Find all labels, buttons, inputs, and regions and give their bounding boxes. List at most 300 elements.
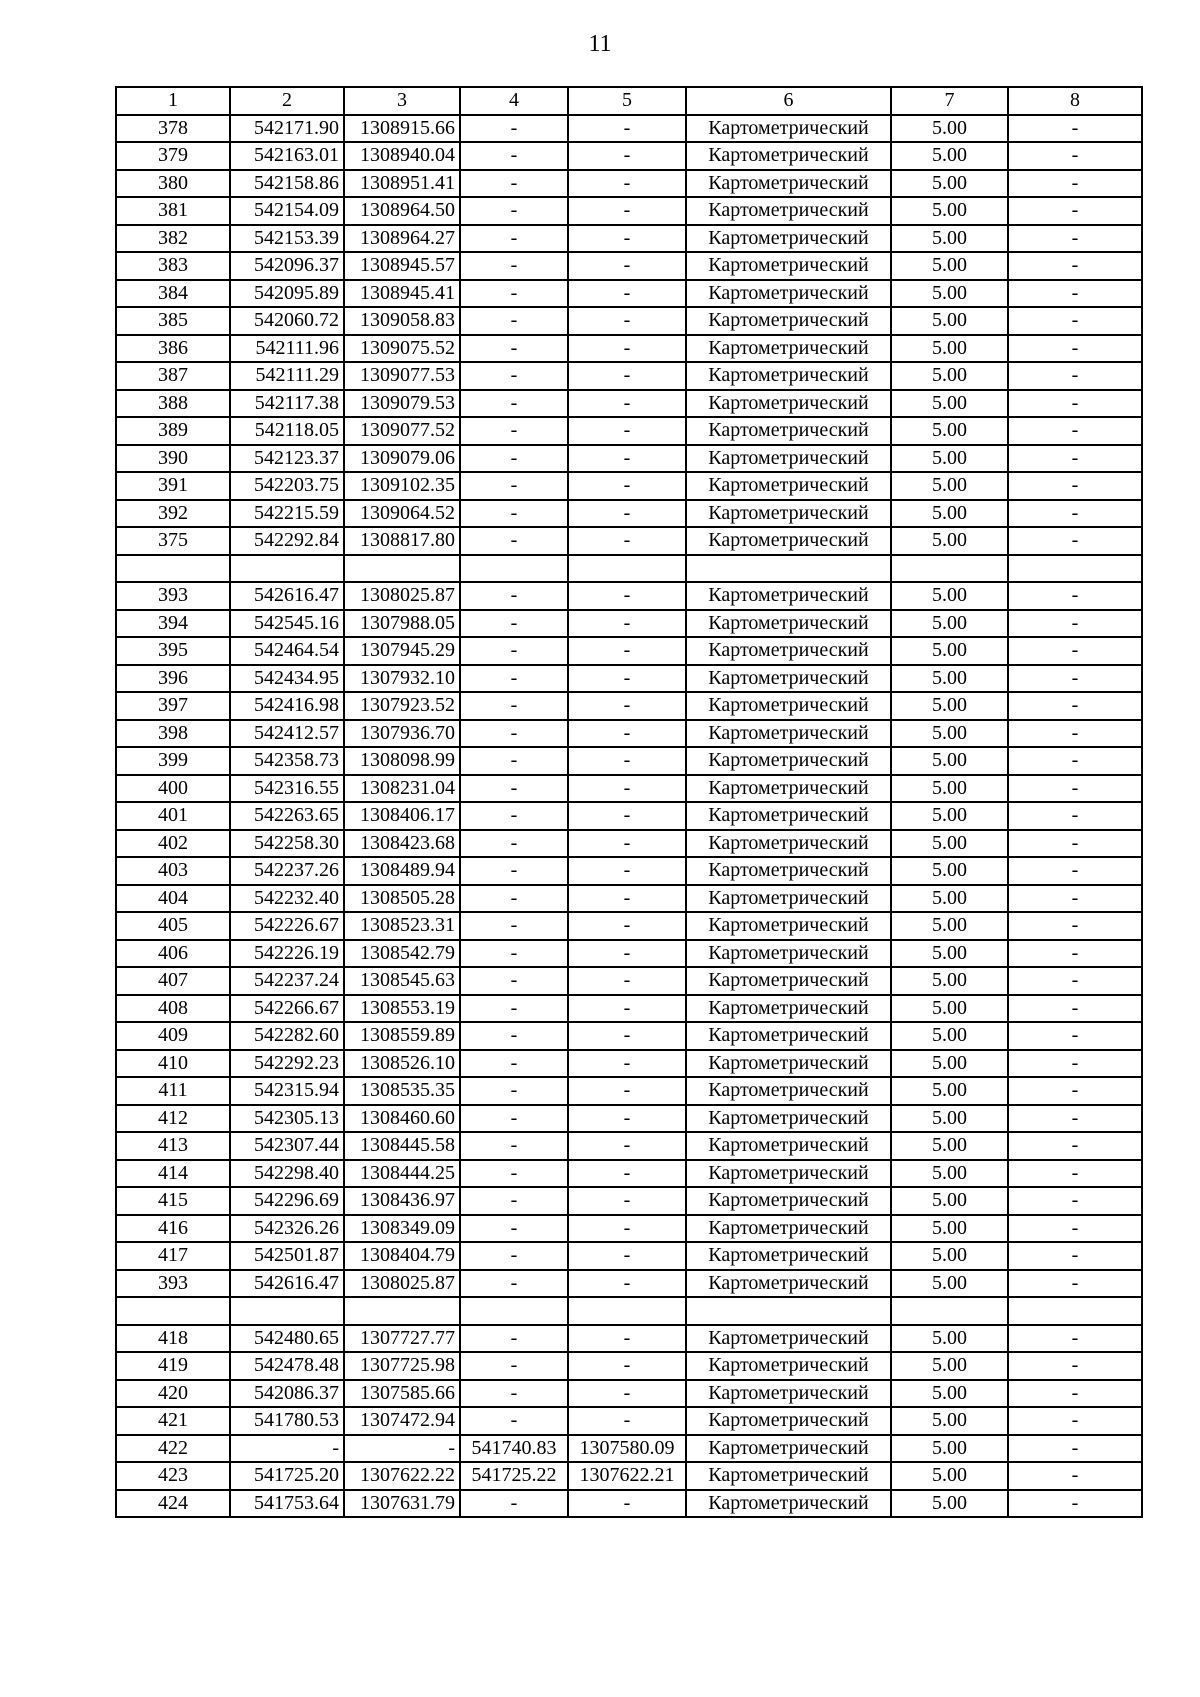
y-coord-alt-cell: - — [568, 637, 686, 665]
point-number-cell — [116, 555, 230, 583]
x-coord-cell: 542117.38 — [230, 390, 344, 418]
method-cell: Картометрический — [686, 720, 891, 748]
y-coord-cell: 1309064.52 — [344, 500, 460, 528]
x-coord-cell: 542226.67 — [230, 912, 344, 940]
method-cell: Картометрический — [686, 527, 891, 555]
note-cell: - — [1008, 1435, 1142, 1463]
method-cell: Картометрический — [686, 142, 891, 170]
point-number-cell: 394 — [116, 610, 230, 638]
method-cell: Картометрический — [686, 500, 891, 528]
method-cell: Картометрический — [686, 362, 891, 390]
header-cell: 1 — [116, 87, 230, 115]
y-coord-cell: 1308231.04 — [344, 775, 460, 803]
x-coord-alt-cell: - — [460, 1215, 568, 1243]
point-number-cell: 399 — [116, 747, 230, 775]
x-coord-cell: 542203.75 — [230, 472, 344, 500]
x-coord-alt-cell: - — [460, 1132, 568, 1160]
y-coord-cell: 1308489.94 — [344, 857, 460, 885]
table-row — [116, 197, 1142, 225]
y-coord-alt-cell: - — [568, 1380, 686, 1408]
y-coord-alt-cell: - — [568, 857, 686, 885]
point-number-cell: 421 — [116, 1407, 230, 1435]
y-coord-alt-cell: - — [568, 500, 686, 528]
x-coord-cell: 542123.37 — [230, 445, 344, 473]
x-coord-alt-cell: - — [460, 610, 568, 638]
note-cell: - — [1008, 252, 1142, 280]
accuracy-cell: 5.00 — [891, 1215, 1008, 1243]
y-coord-alt-cell: 1307580.09 — [568, 1435, 686, 1463]
accuracy-cell: 5.00 — [891, 995, 1008, 1023]
accuracy-cell: 5.00 — [891, 1105, 1008, 1133]
point-number-cell: 384 — [116, 280, 230, 308]
method-cell: Картометрический — [686, 885, 891, 913]
x-coord-cell: 541725.20 — [230, 1462, 344, 1490]
y-coord-cell: 1308940.04 — [344, 142, 460, 170]
method-cell: Картометрический — [686, 1187, 891, 1215]
table-row — [116, 115, 1142, 143]
x-coord-cell: 542434.95 — [230, 665, 344, 693]
x-coord-alt-cell: - — [460, 665, 568, 693]
note-cell: - — [1008, 665, 1142, 693]
y-coord-alt-cell: - — [568, 527, 686, 555]
table-row — [116, 775, 1142, 803]
table-row — [116, 170, 1142, 198]
method-cell: Картометрический — [686, 692, 891, 720]
point-number-cell: 404 — [116, 885, 230, 913]
x-coord-alt-cell: - — [460, 802, 568, 830]
table-row — [116, 1297, 1142, 1325]
accuracy-cell — [891, 1297, 1008, 1325]
note-cell: - — [1008, 500, 1142, 528]
method-cell: Картометрический — [686, 857, 891, 885]
method-cell — [686, 555, 891, 583]
method-cell: Картометрический — [686, 115, 891, 143]
point-number-cell: 418 — [116, 1325, 230, 1353]
x-coord-alt-cell: - — [460, 1160, 568, 1188]
table-row — [116, 885, 1142, 913]
note-cell: - — [1008, 830, 1142, 858]
y-coord-cell: 1308505.28 — [344, 885, 460, 913]
accuracy-cell: 5.00 — [891, 747, 1008, 775]
x-coord-cell: 542616.47 — [230, 582, 344, 610]
note-cell: - — [1008, 1105, 1142, 1133]
method-cell: Картометрический — [686, 1407, 891, 1435]
x-coord-cell: 542326.26 — [230, 1215, 344, 1243]
y-coord-cell: 1308915.66 — [344, 115, 460, 143]
x-coord-alt-cell: - — [460, 362, 568, 390]
y-coord-alt-cell: - — [568, 170, 686, 198]
method-cell: Картометрический — [686, 747, 891, 775]
y-coord-cell: 1308523.31 — [344, 912, 460, 940]
note-cell: - — [1008, 1187, 1142, 1215]
point-number-cell: 400 — [116, 775, 230, 803]
y-coord-alt-cell: - — [568, 280, 686, 308]
accuracy-cell: 5.00 — [891, 1325, 1008, 1353]
method-cell: Картометрический — [686, 335, 891, 363]
y-coord-cell: 1309079.06 — [344, 445, 460, 473]
y-coord-alt-cell: - — [568, 665, 686, 693]
method-cell: Картометрический — [686, 417, 891, 445]
x-coord-cell: 541753.64 — [230, 1490, 344, 1518]
point-number-cell: 401 — [116, 802, 230, 830]
table-row — [116, 1050, 1142, 1078]
x-coord-alt-cell: 541740.83 — [460, 1435, 568, 1463]
note-cell: - — [1008, 995, 1142, 1023]
accuracy-cell: 5.00 — [891, 115, 1008, 143]
x-coord-cell: - — [230, 1435, 344, 1463]
method-cell: Картометрический — [686, 775, 891, 803]
note-cell: - — [1008, 472, 1142, 500]
table-row — [116, 1490, 1142, 1518]
note-cell: - — [1008, 115, 1142, 143]
x-coord-cell: 542292.23 — [230, 1050, 344, 1078]
accuracy-cell: 5.00 — [891, 307, 1008, 335]
y-coord-alt-cell: - — [568, 1215, 686, 1243]
header-cell: 6 — [686, 87, 891, 115]
accuracy-cell: 5.00 — [891, 1022, 1008, 1050]
accuracy-cell: 5.00 — [891, 857, 1008, 885]
y-coord-cell: 1308545.63 — [344, 967, 460, 995]
x-coord-alt-cell: - — [460, 940, 568, 968]
accuracy-cell: 5.00 — [891, 665, 1008, 693]
method-cell: Картометрический — [686, 1132, 891, 1160]
table-row — [116, 142, 1142, 170]
table-row — [116, 1187, 1142, 1215]
x-coord-cell: 542282.60 — [230, 1022, 344, 1050]
y-coord-alt-cell — [568, 555, 686, 583]
method-cell: Картометрический — [686, 912, 891, 940]
x-coord-cell: 542060.72 — [230, 307, 344, 335]
x-coord-alt-cell: - — [460, 252, 568, 280]
table-row — [116, 857, 1142, 885]
x-coord-alt-cell: - — [460, 885, 568, 913]
x-coord-alt-cell: - — [460, 1050, 568, 1078]
x-coord-alt-cell: - — [460, 170, 568, 198]
y-coord-cell: 1309058.83 — [344, 307, 460, 335]
x-coord-alt-cell: - — [460, 1242, 568, 1270]
accuracy-cell: 5.00 — [891, 1407, 1008, 1435]
header-cell: 2 — [230, 87, 344, 115]
y-coord-alt-cell: 1307622.21 — [568, 1462, 686, 1490]
x-coord-cell: 542258.30 — [230, 830, 344, 858]
x-coord-alt-cell: - — [460, 637, 568, 665]
accuracy-cell: 5.00 — [891, 1462, 1008, 1490]
note-cell: - — [1008, 527, 1142, 555]
accuracy-cell: 5.00 — [891, 142, 1008, 170]
point-number-cell: 408 — [116, 995, 230, 1023]
x-coord-cell: 542237.26 — [230, 857, 344, 885]
y-coord-cell: 1307945.29 — [344, 637, 460, 665]
point-number-cell: 393 — [116, 1270, 230, 1298]
point-number-cell: 380 — [116, 170, 230, 198]
point-number-cell: 379 — [116, 142, 230, 170]
x-coord-cell: 542153.39 — [230, 225, 344, 253]
method-cell: Картометрический — [686, 1022, 891, 1050]
x-coord-alt-cell: - — [460, 582, 568, 610]
note-cell: - — [1008, 1407, 1142, 1435]
y-coord-alt-cell: - — [568, 582, 686, 610]
point-number-cell: 398 — [116, 720, 230, 748]
y-coord-alt-cell: - — [568, 692, 686, 720]
method-cell: Картометрический — [686, 1325, 891, 1353]
y-coord-alt-cell: - — [568, 1242, 686, 1270]
y-coord-cell: 1307585.66 — [344, 1380, 460, 1408]
header-cell: 4 — [460, 87, 568, 115]
y-coord-cell: 1308406.17 — [344, 802, 460, 830]
y-coord-alt-cell: - — [568, 830, 686, 858]
point-number-cell: 381 — [116, 197, 230, 225]
table-row — [116, 1352, 1142, 1380]
note-cell: - — [1008, 1325, 1142, 1353]
method-cell: Картометрический — [686, 1435, 891, 1463]
note-cell: - — [1008, 335, 1142, 363]
method-cell: Картометрический — [686, 390, 891, 418]
y-coord-alt-cell: - — [568, 1077, 686, 1105]
y-coord-cell: 1308553.19 — [344, 995, 460, 1023]
x-coord-alt-cell: - — [460, 445, 568, 473]
x-coord-cell: 542358.73 — [230, 747, 344, 775]
accuracy-cell: 5.00 — [891, 1187, 1008, 1215]
table-row — [116, 362, 1142, 390]
method-cell: Картометрический — [686, 225, 891, 253]
y-coord-cell: 1307932.10 — [344, 665, 460, 693]
x-coord-alt-cell: - — [460, 720, 568, 748]
table-row — [116, 665, 1142, 693]
x-coord-alt-cell: - — [460, 1407, 568, 1435]
method-cell: Картометрический — [686, 1270, 891, 1298]
y-coord-cell: 1308964.27 — [344, 225, 460, 253]
method-cell: Картометрический — [686, 1215, 891, 1243]
point-number-cell: 388 — [116, 390, 230, 418]
y-coord-cell: 1308098.99 — [344, 747, 460, 775]
x-coord-cell: 542263.65 — [230, 802, 344, 830]
accuracy-cell: 5.00 — [891, 335, 1008, 363]
y-coord-cell: 1308460.60 — [344, 1105, 460, 1133]
method-cell: Картометрический — [686, 1352, 891, 1380]
table-row — [116, 637, 1142, 665]
accuracy-cell: 5.00 — [891, 885, 1008, 913]
note-cell: - — [1008, 1380, 1142, 1408]
x-coord-alt-cell: - — [460, 225, 568, 253]
y-coord-alt-cell: - — [568, 1132, 686, 1160]
point-number-cell: 391 — [116, 472, 230, 500]
y-coord-alt-cell: - — [568, 417, 686, 445]
x-coord-alt-cell: - — [460, 967, 568, 995]
accuracy-cell: 5.00 — [891, 1242, 1008, 1270]
table-row — [116, 1105, 1142, 1133]
y-coord-cell: 1308025.87 — [344, 582, 460, 610]
x-coord-alt-cell: - — [460, 1022, 568, 1050]
table-header-row — [116, 87, 1142, 115]
y-coord-alt-cell: - — [568, 885, 686, 913]
note-cell: - — [1008, 582, 1142, 610]
y-coord-cell: 1308559.89 — [344, 1022, 460, 1050]
y-coord-cell: 1308535.35 — [344, 1077, 460, 1105]
method-cell: Картометрический — [686, 967, 891, 995]
table-row — [116, 1462, 1142, 1490]
y-coord-cell: 1307727.77 — [344, 1325, 460, 1353]
x-coord-alt-cell: - — [460, 1077, 568, 1105]
y-coord-alt-cell: - — [568, 142, 686, 170]
note-cell: - — [1008, 912, 1142, 940]
x-coord-alt-cell: - — [460, 1105, 568, 1133]
y-coord-alt-cell: - — [568, 967, 686, 995]
x-coord-alt-cell: - — [460, 197, 568, 225]
x-coord-cell: 542464.54 — [230, 637, 344, 665]
x-coord-alt-cell: - — [460, 857, 568, 885]
y-coord-cell: 1308945.41 — [344, 280, 460, 308]
table-row — [116, 610, 1142, 638]
point-number-cell: 387 — [116, 362, 230, 390]
table-row — [116, 912, 1142, 940]
y-coord-cell: 1308444.25 — [344, 1160, 460, 1188]
table-row — [116, 720, 1142, 748]
accuracy-cell: 5.00 — [891, 967, 1008, 995]
x-coord-cell: 542298.40 — [230, 1160, 344, 1188]
table-row — [116, 390, 1142, 418]
method-cell: Картометрический — [686, 445, 891, 473]
point-number-cell: 403 — [116, 857, 230, 885]
x-coord-alt-cell: - — [460, 335, 568, 363]
table-body — [116, 87, 1142, 1517]
y-coord-cell: 1307923.52 — [344, 692, 460, 720]
table-row — [116, 280, 1142, 308]
y-coord-alt-cell: - — [568, 912, 686, 940]
note-cell: - — [1008, 637, 1142, 665]
point-number-cell: 405 — [116, 912, 230, 940]
accuracy-cell: 5.00 — [891, 1435, 1008, 1463]
y-coord-alt-cell: - — [568, 1270, 686, 1298]
x-coord-alt-cell — [460, 1297, 568, 1325]
table-row — [116, 940, 1142, 968]
x-coord-alt-cell: - — [460, 1380, 568, 1408]
x-coord-alt-cell: - — [460, 912, 568, 940]
y-coord-cell: 1308945.57 — [344, 252, 460, 280]
point-number-cell: 389 — [116, 417, 230, 445]
x-coord-alt-cell: - — [460, 417, 568, 445]
y-coord-alt-cell: - — [568, 1352, 686, 1380]
method-cell: Картометрический — [686, 1462, 891, 1490]
x-coord-alt-cell: - — [460, 1270, 568, 1298]
point-number-cell: 395 — [116, 637, 230, 665]
y-coord-alt-cell: - — [568, 720, 686, 748]
header-cell: 8 — [1008, 87, 1142, 115]
point-number-cell: 402 — [116, 830, 230, 858]
table-row — [116, 527, 1142, 555]
method-cell: Картометрический — [686, 610, 891, 638]
accuracy-cell: 5.00 — [891, 1270, 1008, 1298]
table-row — [116, 225, 1142, 253]
table-row — [116, 1160, 1142, 1188]
point-number-cell: 392 — [116, 500, 230, 528]
y-coord-alt-cell: - — [568, 1407, 686, 1435]
accuracy-cell: 5.00 — [891, 472, 1008, 500]
y-coord-alt-cell: - — [568, 225, 686, 253]
point-number-cell: 386 — [116, 335, 230, 363]
x-coord-cell: 542412.57 — [230, 720, 344, 748]
y-coord-alt-cell: - — [568, 472, 686, 500]
accuracy-cell: 5.00 — [891, 527, 1008, 555]
header-cell: 7 — [891, 87, 1008, 115]
x-coord-cell: 542478.48 — [230, 1352, 344, 1380]
note-cell — [1008, 1297, 1142, 1325]
note-cell: - — [1008, 280, 1142, 308]
y-coord-cell: 1307472.94 — [344, 1407, 460, 1435]
x-coord-cell: 542416.98 — [230, 692, 344, 720]
x-coord-cell: 542171.90 — [230, 115, 344, 143]
point-number-cell: 378 — [116, 115, 230, 143]
y-coord-alt-cell: - — [568, 115, 686, 143]
table-row — [116, 500, 1142, 528]
table-row — [116, 1242, 1142, 1270]
table-row — [116, 995, 1142, 1023]
y-coord-cell: 1309077.52 — [344, 417, 460, 445]
x-coord-cell: 542095.89 — [230, 280, 344, 308]
method-cell: Картометрический — [686, 1490, 891, 1518]
y-coord-alt-cell: - — [568, 747, 686, 775]
point-number-cell: 420 — [116, 1380, 230, 1408]
accuracy-cell: 5.00 — [891, 170, 1008, 198]
table-row — [116, 555, 1142, 583]
y-coord-alt-cell: - — [568, 1160, 686, 1188]
x-coord-alt-cell: - — [460, 1187, 568, 1215]
x-coord-alt-cell: - — [460, 995, 568, 1023]
accuracy-cell: 5.00 — [891, 197, 1008, 225]
x-coord-cell: 542545.16 — [230, 610, 344, 638]
note-cell: - — [1008, 610, 1142, 638]
y-coord-cell: 1308817.80 — [344, 527, 460, 555]
accuracy-cell: 5.00 — [891, 1050, 1008, 1078]
accuracy-cell: 5.00 — [891, 582, 1008, 610]
point-number-cell: 423 — [116, 1462, 230, 1490]
x-coord-alt-cell: - — [460, 527, 568, 555]
y-coord-alt-cell: - — [568, 610, 686, 638]
note-cell: - — [1008, 1352, 1142, 1380]
y-coord-cell: 1308436.97 — [344, 1187, 460, 1215]
method-cell: Картометрический — [686, 1050, 891, 1078]
x-coord-cell: 542111.96 — [230, 335, 344, 363]
accuracy-cell: 5.00 — [891, 1490, 1008, 1518]
page-number: 11 — [588, 31, 612, 57]
method-cell — [686, 1297, 891, 1325]
y-coord-alt-cell: - — [568, 802, 686, 830]
y-coord-alt-cell: - — [568, 1325, 686, 1353]
point-number-cell: 383 — [116, 252, 230, 280]
table-row — [116, 1215, 1142, 1243]
accuracy-cell: 5.00 — [891, 417, 1008, 445]
y-coord-cell: 1309079.53 — [344, 390, 460, 418]
point-number-cell: 414 — [116, 1160, 230, 1188]
note-cell: - — [1008, 390, 1142, 418]
y-coord-cell: 1309102.35 — [344, 472, 460, 500]
x-coord-alt-cell: - — [460, 1352, 568, 1380]
coordinates-table — [115, 86, 1143, 1518]
y-coord-cell: 1308423.68 — [344, 830, 460, 858]
note-cell: - — [1008, 225, 1142, 253]
method-cell: Картометрический — [686, 1380, 891, 1408]
accuracy-cell: 5.00 — [891, 1077, 1008, 1105]
point-number-cell: 390 — [116, 445, 230, 473]
note-cell: - — [1008, 692, 1142, 720]
note-cell: - — [1008, 940, 1142, 968]
x-coord-alt-cell: - — [460, 472, 568, 500]
point-number-cell: 424 — [116, 1490, 230, 1518]
point-number-cell: 410 — [116, 1050, 230, 1078]
note-cell: - — [1008, 1242, 1142, 1270]
note-cell: - — [1008, 1462, 1142, 1490]
x-coord-alt-cell: - — [460, 142, 568, 170]
x-coord-cell: 542096.37 — [230, 252, 344, 280]
